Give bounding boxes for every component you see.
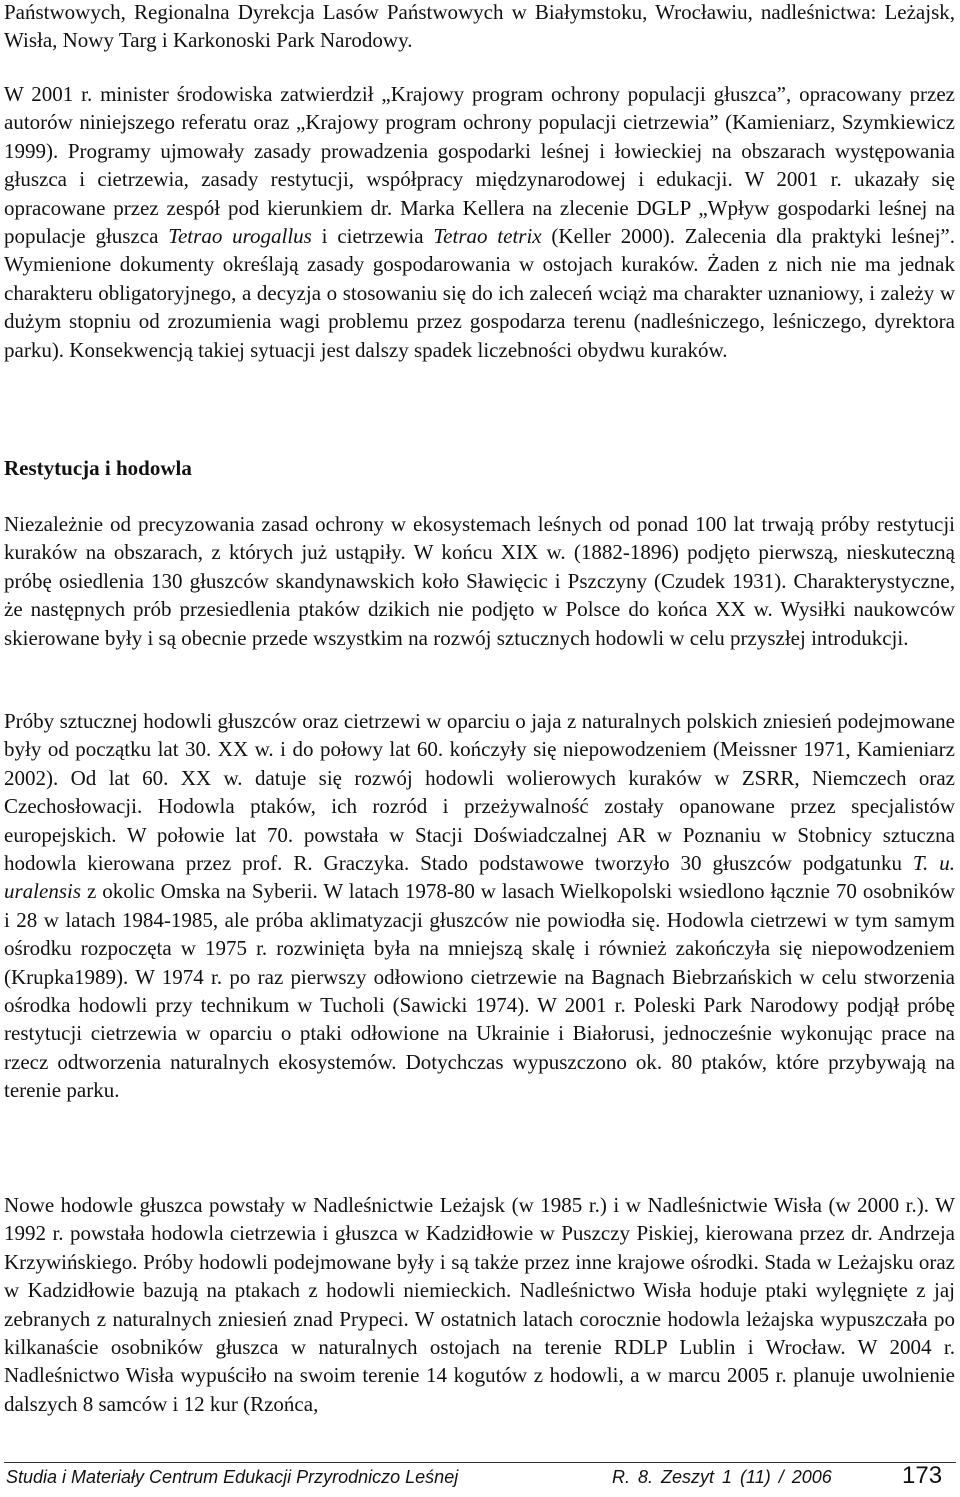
paragraph-2-text-a: W 2001 r. minister środowiska zatwierdził „Krajowy program ochrony populacji głuszca”, opracowany przez autorów niniejszego referatu oraz „Krajowy program ochrony populacji cietrzewia” (Kamieniarz, Szymkiewicz 1999). Programy ujmowały zasady prowadzenia gospodarki leśnej i łowieckiej na obszarach występowania głuszca i cietrzewia, zasady restytucji, współpracy międzynarodowej i edukacji. W 2001 r. ukazały się opracowane przez zespół pod kierunkiem dr. Marka Kellera na zlecenie DGLP „Wpływ gospodarki leśnej na populacje głuszca bbox=[4, 82, 955, 249]
footer-divider bbox=[4, 1462, 956, 1463]
paragraph-3: Niezależnie od precyzowania zasad ochrony w ekosystemach leśnych od ponad 100 lat trwają próby restytucji kuraków na obszarach, z których już ustąpiły. W końcu XIX w. (1882-1896) podjęto pierwszą, nieskuteczną próbę osiedlenia 130 głuszców skandynawskich koło Sławięcic i Pszczyny (Czudek 1931). Charakterystyczne, że następnych prób przesiedlenia ptaków dzikich nie podjęto w Polsce do końca XX w. Wysiłki naukowców skierowane były i są obecnie przede wszystkim na rozwój sztucznych hodowli w celu przyszłej introdukcji. bbox=[4, 512, 955, 650]
paragraph-2-text-c: (Keller 2000). Zalecenia dla praktyki leśnej”. Wymienione dokumenty określają zasady gospodarowania w ostojach kuraków. Żaden z nich nie ma jednak charakteru obligatoryjnego, a decyzja o stosowaniu się do ich zaleceń wciąż ma charakter uznaniowy, i zależy w dużym stopniu od zrozumienia wagi problemu przez gospodarza terenu (nadleśniczego, leśniczego, dyrektora parku). Konsekwencją takiej sytuacji jest dalszy spadek liczebności obydwu kuraków. bbox=[4, 224, 955, 362]
paragraph-4 bbox=[4, 707, 955, 1105]
species-name-capercaillie: Tetrao urogallus bbox=[168, 224, 312, 249]
page-number: 173 bbox=[902, 1462, 943, 1489]
paragraph-4-text-b: z okolic Omska na Syberii. W latach 1978-80 w lasach Wielkopolski wsiedlono łącznie 70 osobników i 28 w latach 1984-1985, ale próba aklimatyzacji głuszców nie powiodła się. Hodowla cietrzewi w tym samym ośrodku rozpoczęta w 1975 r. rozwinięta była na mniejszą skalę i również zakończyła się niepowodzeniem (Krupka1989). W 1974 r. po raz pierwszy odłowiono cietrzewie na Bagnach Biebrzańskich w celu stworzenia ośrodka hodowli przy technikum w Tucholi (Sawicki 1974). W 2001 r. Poleski Park Narodowy podjął próbę restytucji cietrzewia w oparciu o ptaki odłowione na Ukrainie i Białorusi, jednocześnie wykonując prace na rzecz odtworzenia naturalnych ekosystemów. Dotychczas wypuszczono ok. 80 ptaków, które przybywają na terenie parku. bbox=[4, 879, 955, 1103]
paragraph-1: Państwowych, Regionalna Dyrekcja Lasów Państwowych w Białymstoku, Wrocławiu, nadleśnictwa: Leżajsk, Wisła, Nowy Targ i Karkonoski Park Narodowy. bbox=[4, 0, 955, 53]
footer-journal-title: Studia i Materiały Centrum Edukacji Przyrodniczo Leśnej bbox=[6, 1467, 459, 1487]
paragraph-4-text-a: Próby sztucznej hodowli głuszców oraz cietrzewi w oparciu o jaja z naturalnych polskich zniesień podejmowane były od początku lat 30. XX w. i do połowy lat 60. kończyły się niepowodzeniem (Meissner 1971, Kamieniarz 2002). Od lat 60. XX w. datuje się rozwój hodowli wolierowych kuraków w ZSRR, Niemczech oraz Czechosłowacji. Hodowla ptaków, ich rozród i przeżywalność zostały opanowane przez specjalistów europejskich. W połowie lat 70. powstała w Stacji Doświadczalnej AR w Poznaniu w Stobnicy sztuczna hodowla kierowana przez prof. R. Graczyka. Stado podstawowe tworzyło 30 głuszców podgatunku bbox=[4, 709, 955, 876]
section-heading: Restytucja i hodowla bbox=[4, 456, 192, 480]
paragraph-2 bbox=[4, 80, 955, 364]
species-name-black-grouse: Tetrao tetrix bbox=[433, 224, 542, 249]
subspecies-name: T. u. uralensis bbox=[4, 851, 955, 904]
paragraph-5: Nowe hodowle głuszca powstały w Nadleśnictwie Leżajsk (w 1985 r.) i w Nadleśnictwie Wisła (w 2000 r.). W 1992 r. powstała hodowla cietrzewia i głuszca w Kadzidłowie w Puszczy Piskiej, kierowana przez dr. Andrzeja Krzywińskiego. Próby hodowli podejmowane były i są także przez inne krajowe ośrodki. Stada w Leżajsku oraz w Kadzidłowie bazują na ptakach z hodowli niemieckich. Nadleśnictwo Wisła hoduje ptaki wylęgnięte z jaj zebranych z naturalnych zniesień znad Prypeci. W ostatnich latach corocznie hodowla leżajska wypuszczała po kilkanaście osobników głuszca w naturalnych ostojach na terenie RDLP Lublin i Wrocław. W 2004 r. Nadleśnictwo Wisła wypuściło na swoim terenie 14 kogutów z hodowli, a w marcu 2005 r. planuje uwolnienie dalszych 8 samców i 12 kur (Rzońca, bbox=[4, 1193, 955, 1416]
paragraph-2-text-b: i cietrzewia bbox=[311, 224, 434, 249]
footer-issue-info: R. 8. Zeszyt 1 (11) / 2006 bbox=[612, 1467, 832, 1487]
